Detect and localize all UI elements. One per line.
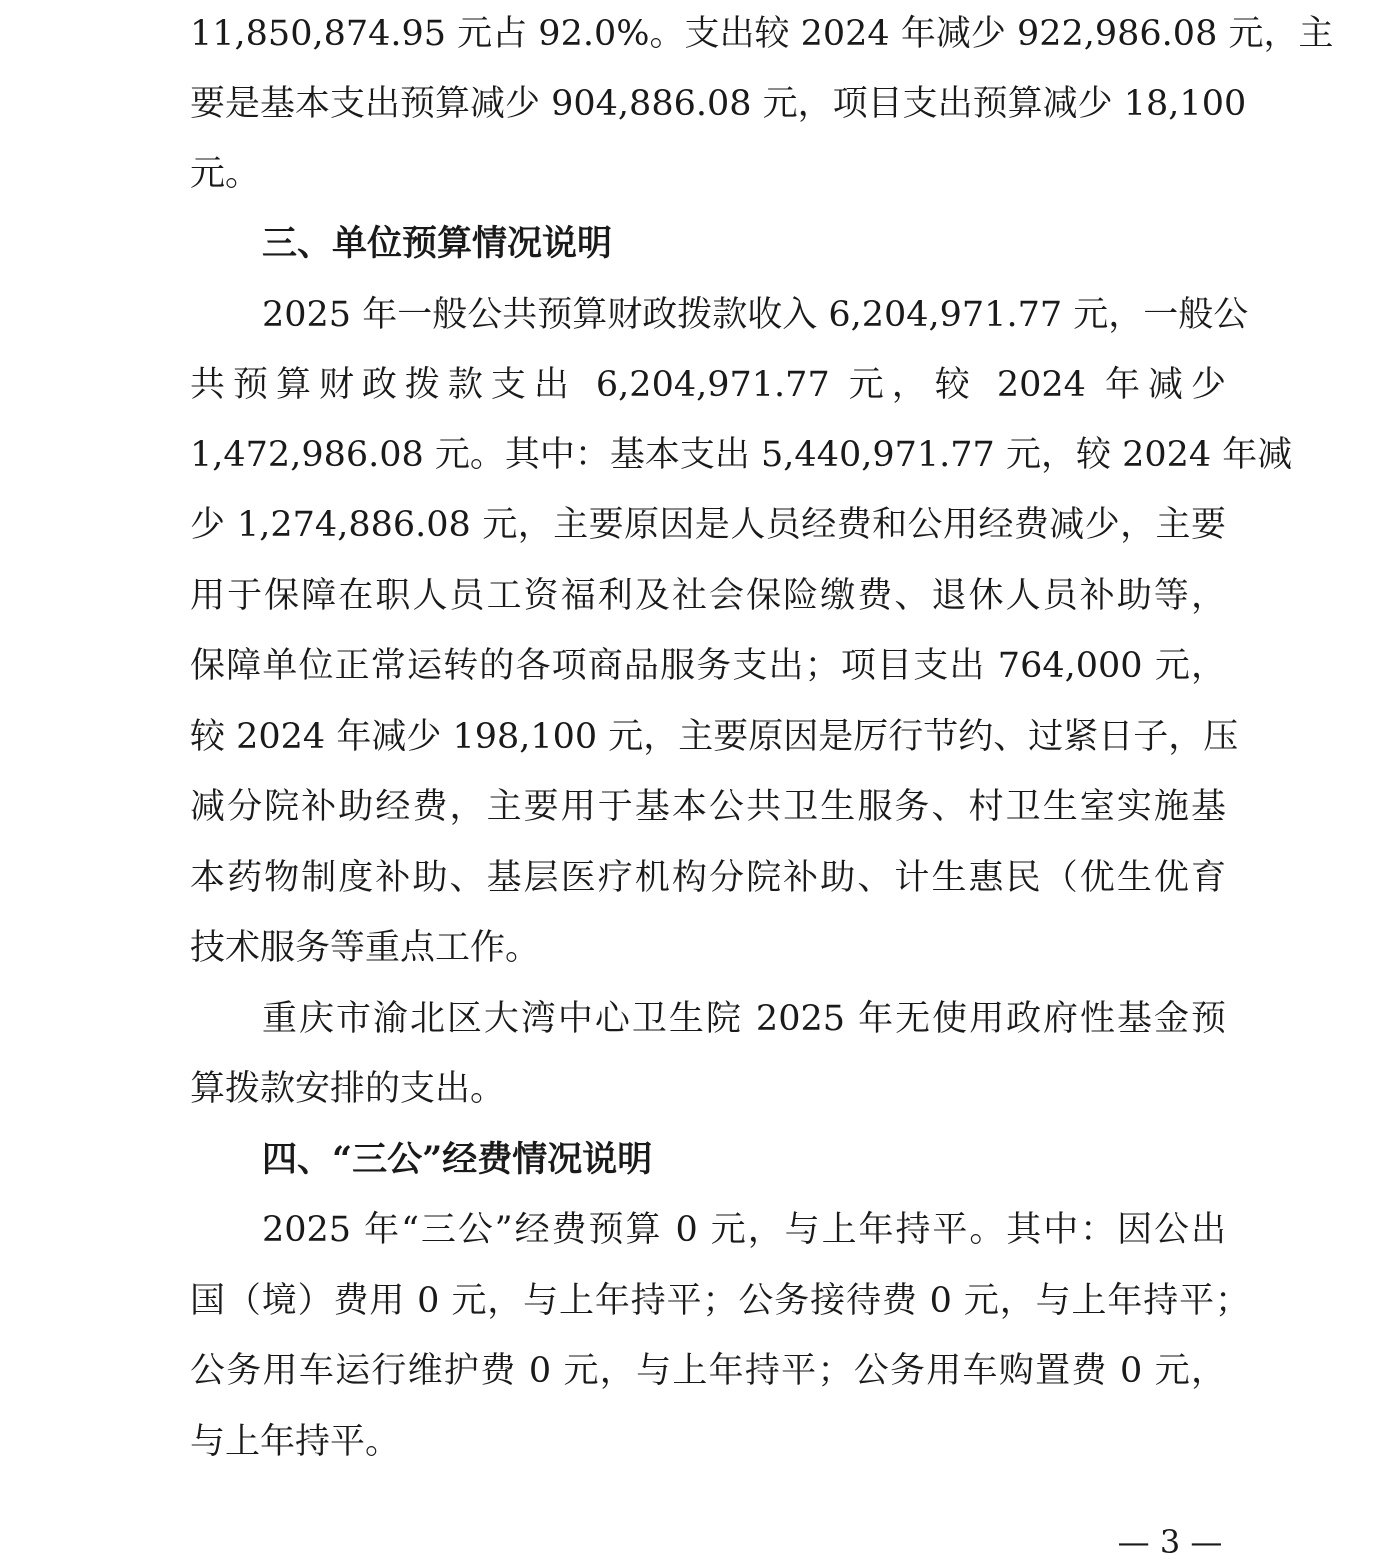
paragraph-line: 较 2024 年减少 198,100 元，主要原因是厉行节约、过紧日子，压 xyxy=(190,717,1239,757)
paragraph-line: 要是基本支出预算减少 904,886.08 元，项目支出预算减少 18,100 xyxy=(190,84,1247,124)
paragraph-line: 公务用车运行维护费 0 元，与上年持平；公务用车购置费 0 元， xyxy=(190,1351,1226,1391)
paragraph-line: 2025 年一般公共预算财政拨款收入 6,204,971.77 元，一般公 xyxy=(262,295,1249,335)
paragraph-line: 技术服务等重点工作。 xyxy=(190,928,541,968)
paragraph-line: 本药物制度补助、基层医疗机构分院补助、计生惠民（优生优育 xyxy=(190,858,1226,898)
section-heading-unit-budget: 三、单位预算情况说明 xyxy=(262,223,613,264)
page-number: — 3 — xyxy=(1117,1523,1223,1561)
paragraph-line: 保障单位正常运转的各项商品服务支出；项目支出 764,000 元， xyxy=(190,646,1226,686)
section-heading-three-public-expenses: 四、“三公”经费情况说明 xyxy=(262,1139,653,1180)
paragraph-line: 减分院补助经费，主要用于基本公共卫生服务、村卫生室实施基 xyxy=(190,787,1226,827)
paragraph-line: 11,850,874.95 元占 92.0%。支出较 2024 年减少 922,986.08 元，主 xyxy=(190,14,1334,54)
paragraph-line: 用于保障在职人员工资福利及社会保险缴费、退休人员补助等， xyxy=(190,576,1226,616)
paragraph-line: 共预算财政拨款支出 6,204,971.77 元，较 2024 年减少 xyxy=(190,365,1226,405)
paragraph-line: 少 1,274,886.08 元，主要原因是人员经费和公用经费减少，主要 xyxy=(190,505,1226,545)
paragraph-line: 重庆市渝北区大湾中心卫生院 2025 年无使用政府性基金预 xyxy=(262,999,1226,1039)
paragraph-line: 国（境）费用 0 元，与上年持平；公务接待费 0 元，与上年持平； xyxy=(190,1281,1250,1321)
paragraph-line: 2025 年“三公”经费预算 0 元，与上年持平。其中：因公出 xyxy=(262,1210,1226,1250)
paragraph-line: 算拨款安排的支出。 xyxy=(190,1069,506,1109)
paragraph-line: 与上年持平。 xyxy=(190,1422,401,1462)
paragraph-line: 1,472,986.08 元。其中：基本支出 5,440,971.77 元，较 2024 年减 xyxy=(190,435,1293,475)
paragraph-line: 元。 xyxy=(190,154,261,194)
